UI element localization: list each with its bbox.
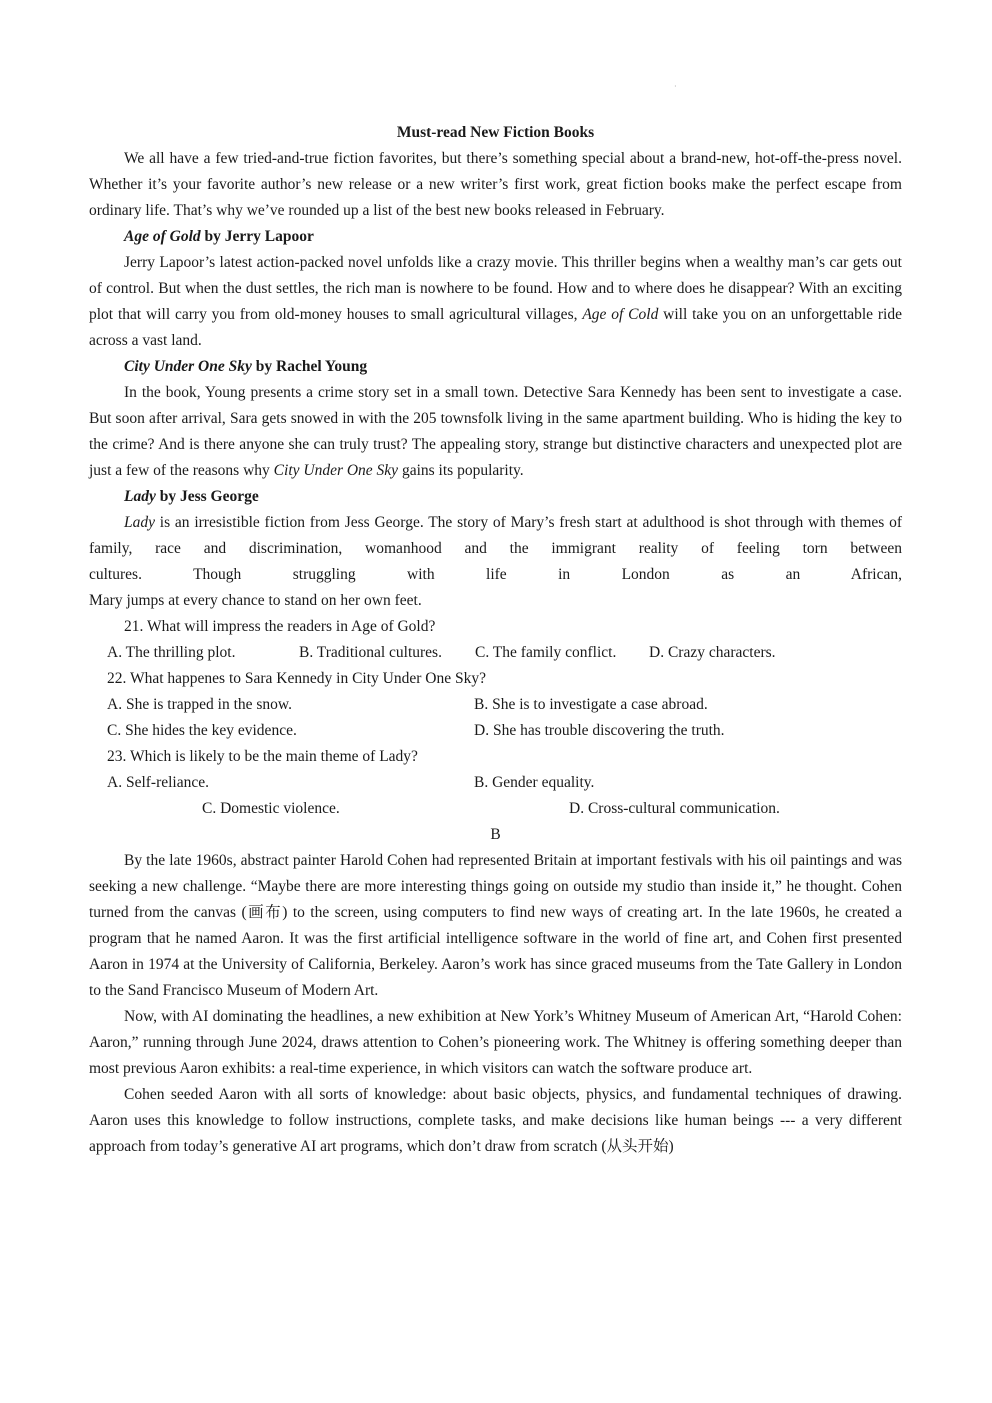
intro-paragraph: We all have a few tried-and-true fiction favorites, but there’s something special about a brand-new, hot-off-the-press novel. Whether it’s your favorite author’s new release or a new writer’s first work, great fiction books make the perfect escape from ordinary life. That’s why we’ve rounded up a list of the best new books released in February. xyxy=(89,150,902,219)
question-22-options-row2 xyxy=(89,718,902,744)
q23-option-a: A. Self-reliance. xyxy=(107,774,209,791)
book1-italic-title: Age of Cold xyxy=(582,306,659,323)
book1-title: Age of Gold xyxy=(124,228,201,245)
book3-paragraph xyxy=(89,510,902,562)
section-b-paragraph-1: By the late 1960s, abstract painter Harold Cohen had represented Britain at important festivals with his oil paintings and was seeking a new challenge. “Maybe there are more interesting things going on outside my studio than inside it,” he thought. Cohen turned from the canvas (画布) to the screen, using computers to find new ways of creating art. In the late 1960s, he created a program that he named Aaron. It was the first artificial intelligence software in the world of fine art, and Cohen first presented Aaron in 1974 at the University of California, Berkeley. Aaron’s work has since graced museums from the Tate Gallery in London to the Sand Francisco Museum of Modern Art. xyxy=(89,852,902,999)
question-21: 21. What will impress the readers in Age of Gold? xyxy=(124,618,436,635)
book3-last-line: Mary jumps at every chance to stand on her own feet. xyxy=(89,592,422,609)
book3-author: by Jess George xyxy=(155,488,259,505)
q22-option-a: A. She is trapped in the snow. xyxy=(107,696,292,713)
section-b-label: B xyxy=(490,826,501,843)
book1-text: Jerry Lapoor’s latest action-packed novel unfolds like a crazy movie. This thriller begins when a wealthy man’s car gets out of control. But when the dust settles, the rich man is nowhere to be found. How and to where does he disappear? With an exciting plot that will carry you from old-money houses to small agricultural villages, xyxy=(89,254,902,323)
book2-heading xyxy=(89,354,902,380)
book3-spread-line: cultures. Though struggling with life in London as an African, xyxy=(89,566,902,583)
q21-option-a: A. The thrilling plot. xyxy=(107,644,236,661)
book1-heading xyxy=(89,224,902,250)
q22-option-b: B. She is to investigate a case abroad. xyxy=(474,696,708,713)
q21-option-d: D. Crazy characters. xyxy=(649,644,776,661)
q23-option-c: C. Domestic violence. xyxy=(202,800,340,817)
q23-option-b: B. Gender equality. xyxy=(474,774,595,791)
book2-author: by Rachel Young xyxy=(251,358,368,375)
book2-text: In the book, Young presents a crime story set in a small town. Detective Sara Kennedy has been sent to investigate a case. But soon after arrival, Sara gets snowed in with the 205 townsfolk living in the same apartment building. Who is hiding the key to the crime? And is there anyone she can truly trust? The appealing story, strange but distinctive characters and unexpected plot are just a few of the reasons why xyxy=(89,384,902,479)
q23-option-d: D. Cross-cultural communication. xyxy=(569,800,780,817)
book2-end-text: gains its popularity. xyxy=(398,462,524,479)
q21-option-b: B. Traditional cultures. xyxy=(299,644,442,661)
question-22-options-row1 xyxy=(89,692,902,718)
q22-option-d: D. She has trouble discovering the truth. xyxy=(474,722,725,739)
section-b-paragraph-2: Now, with AI dominating the headlines, a new exhibition at New York’s Whitney Museum of American Art, “Harold Cohen: Aaron,” running through June 2024, draws attention to Cohen’s pioneering work. The Whitney is offering something deeper than most previous Aaron exhibits: a real-time experience, in which visitors can watch the software produce art. xyxy=(89,1008,902,1077)
book2-title: City Under One Sky xyxy=(124,358,252,375)
question-23: 23. Which is likely to be the main theme of Lady? xyxy=(107,748,418,765)
q21-option-c: C. The family conflict. xyxy=(475,644,617,661)
book3-italic-title: Lady xyxy=(124,514,155,531)
stray-mark: · xyxy=(674,82,677,91)
question-22: 22. What happenes to Sara Kennedy in City Under One Sky? xyxy=(107,670,486,687)
book1-author: by Jerry Lapoor xyxy=(200,228,314,245)
book3-title: Lady xyxy=(124,488,156,505)
book3-heading xyxy=(89,484,902,510)
book2-paragraph xyxy=(89,380,902,484)
book1-paragraph xyxy=(89,250,902,354)
question-21-options xyxy=(89,640,902,666)
question-23-options-row1 xyxy=(89,770,902,796)
book2-italic-title: City Under One Sky xyxy=(273,462,399,479)
book1-end-text: will take you on an unforgettable ride across a vast land. xyxy=(89,306,902,349)
book3-text: is an irresistible fiction from Jess George. The story of Mary’s fresh start at adulthood is shot through with themes of family, race and discrimination, womanhood and the immigrant reality of feeling torn between xyxy=(89,514,902,557)
section-b-paragraph-3: Cohen seeded Aaron with all sorts of knowledge: about basic objects, physics, and fundamental techniques of drawing. Aaron uses this knowledge to follow instructions, complete tasks, and make decisions like human beings --- a very different approach from today’s generative AI art programs, which don’t draw from scratch (从头开始) xyxy=(89,1086,902,1155)
section-a-title: Must-read New Fiction Books xyxy=(396,124,595,141)
question-23-options-row2 xyxy=(89,796,902,822)
q22-option-c: C. She hides the key evidence. xyxy=(107,722,297,739)
document-body xyxy=(89,120,902,1160)
